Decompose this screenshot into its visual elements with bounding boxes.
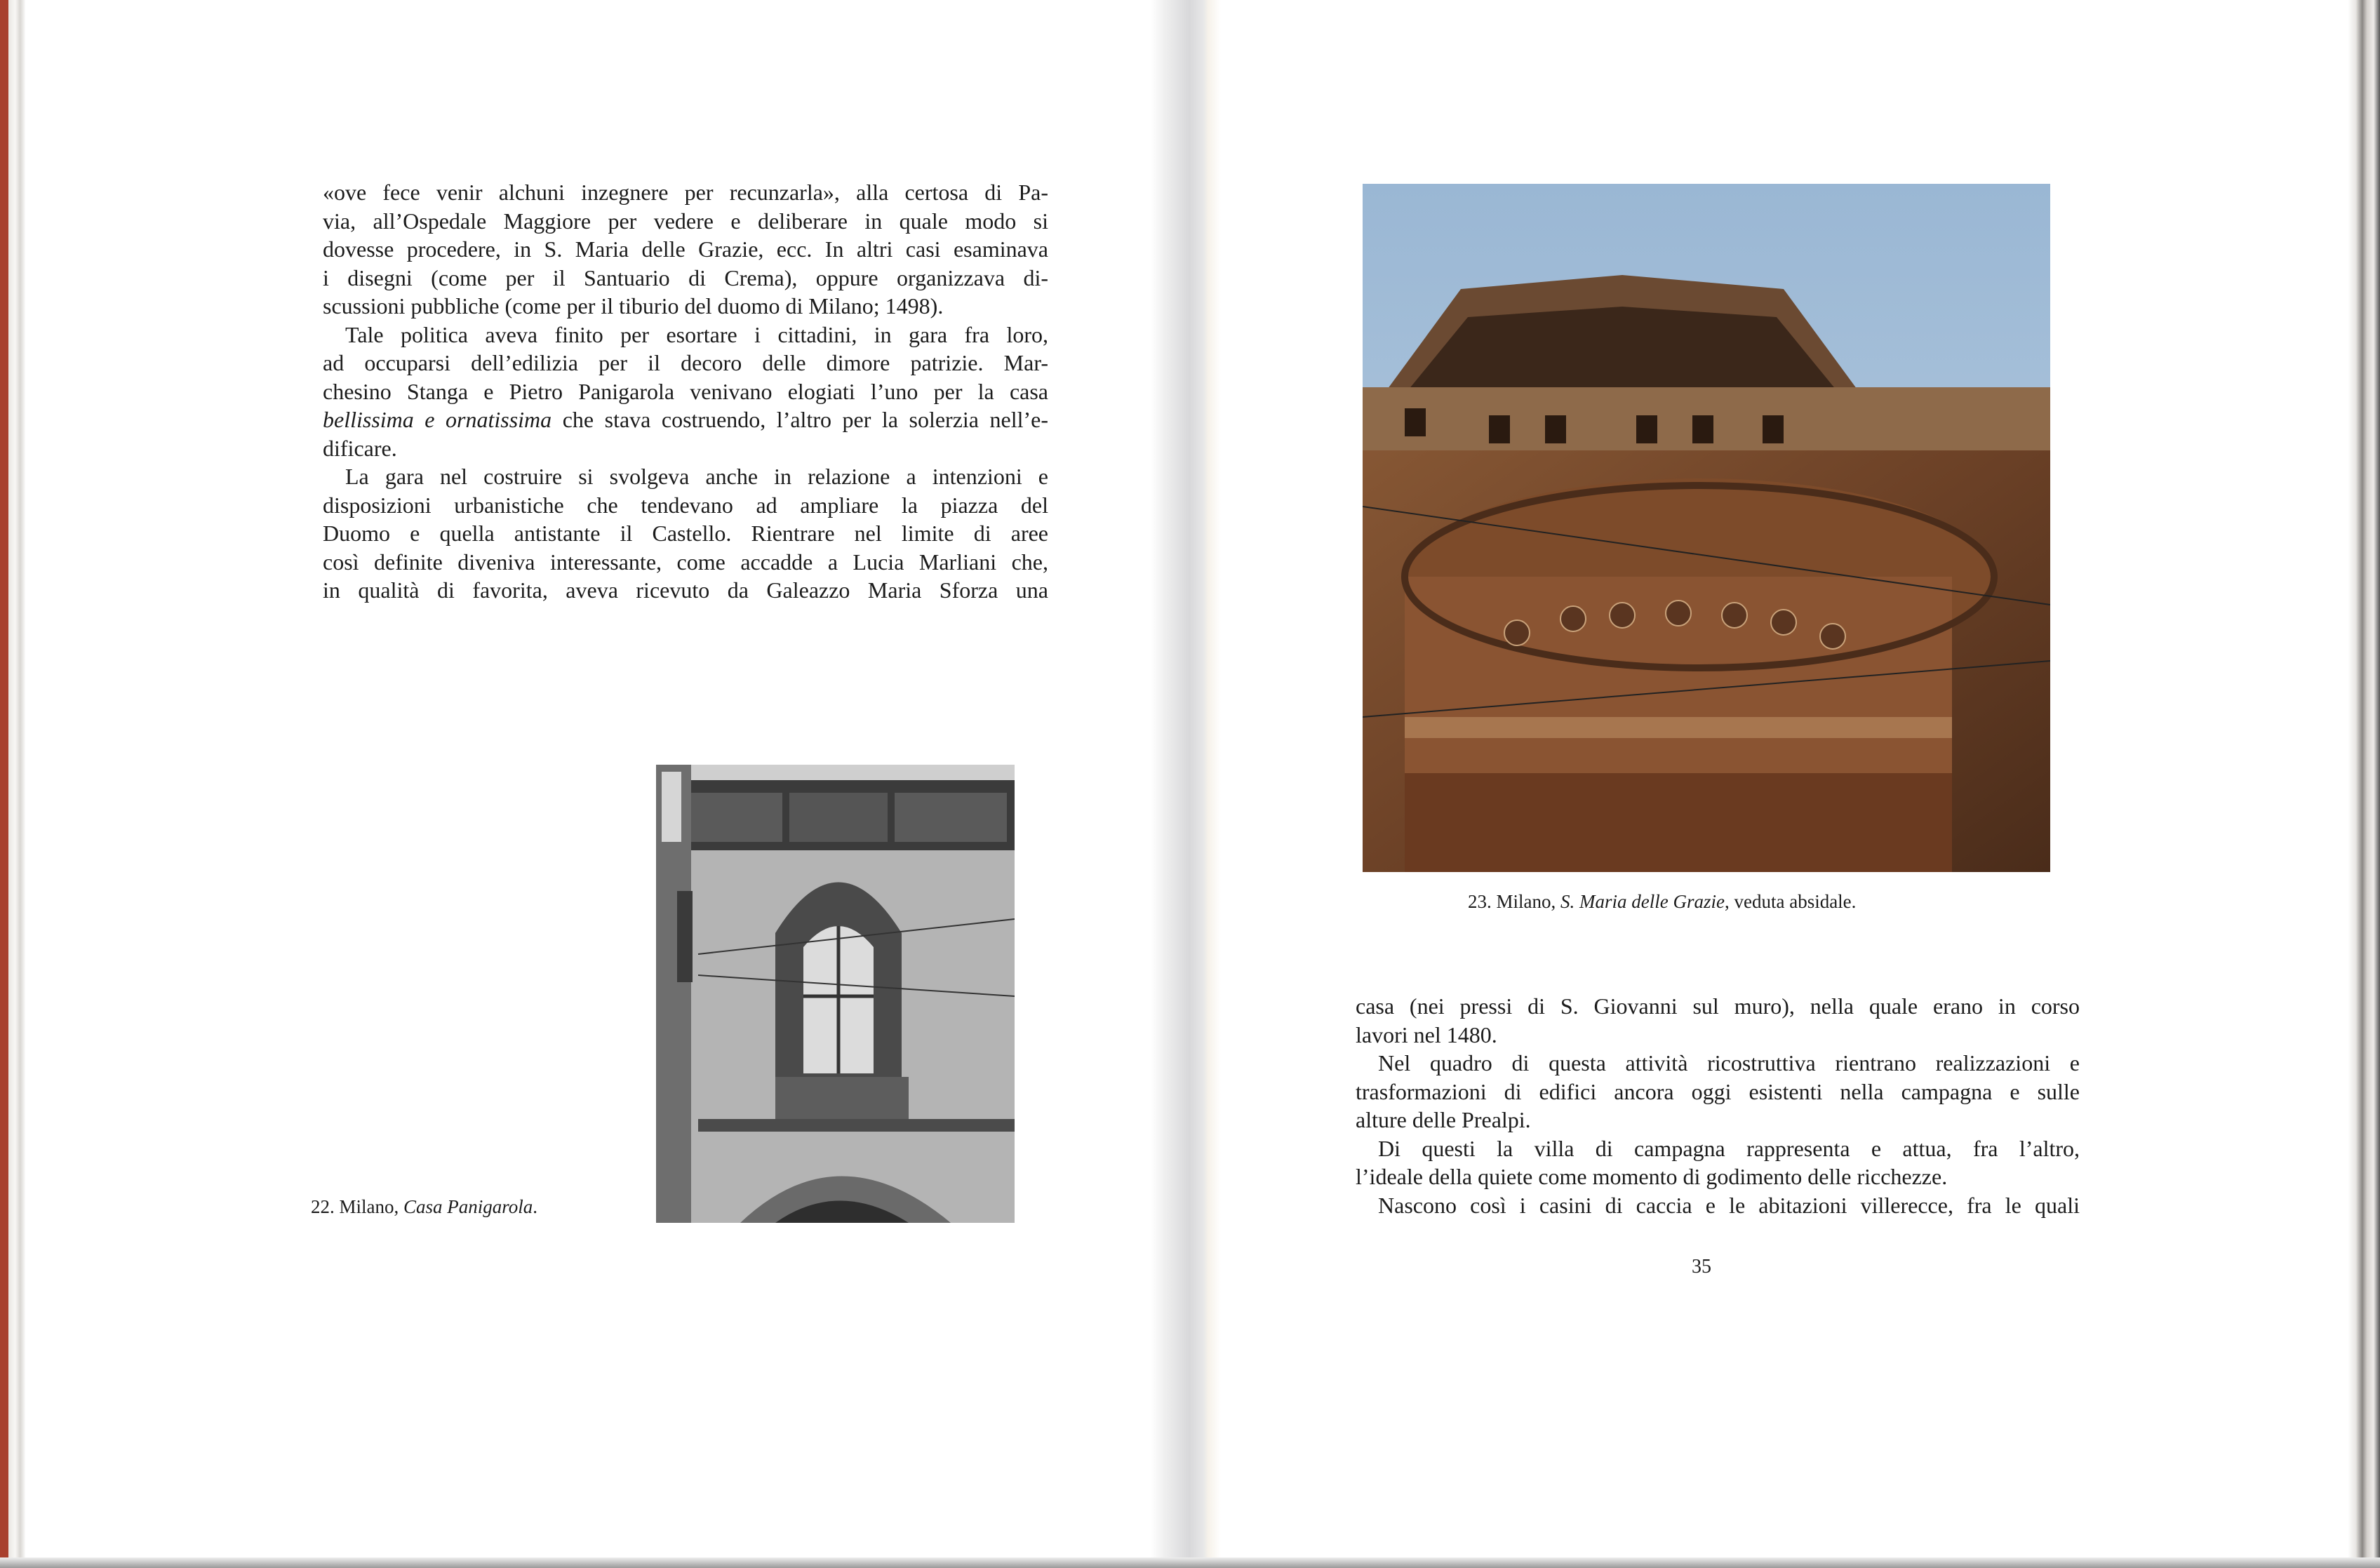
right-body-text	[1356, 992, 2080, 1219]
figure-number: 22.	[311, 1196, 335, 1217]
figure-place: Milano,	[1491, 891, 1560, 912]
page-stack-right	[2348, 0, 2380, 1568]
figure-suffix: , veduta absidale.	[1724, 891, 1857, 912]
paragraph-line	[323, 406, 1048, 434]
book-gutter	[1151, 0, 1221, 1568]
paragraph-line: trasformazioni di edifici ancora oggi esistenti nella campagna e sulle	[1356, 1078, 2080, 1104]
paragraph-line: Nascono così i casini di caccia e le abitazioni villerecce, fra le quali	[1378, 1192, 2080, 1218]
right-page	[1221, 0, 2348, 1568]
figure-suffix: .	[533, 1196, 538, 1217]
paragraph-line: in qualità di favorita, aveva ricevuto da Galeazzo Maria Sforza una	[323, 577, 1048, 603]
figure-22-caption	[311, 1196, 537, 1218]
paragraph-line: così definite diveniva interessante, come accadde a Lucia Marliani che,	[323, 549, 1048, 575]
book-cover-edge	[0, 0, 8, 1568]
paragraph-line: Duomo e quella antistante il Castello. Rientrare nel limite di aree	[323, 521, 1048, 546]
line-rest: che stava costruendo, l’altro per la solerzia nell’e-	[551, 407, 1049, 432]
paragraph-line: casa (nei pressi di S. Giovanni sul muro), nella quale erano in corso	[1356, 993, 2080, 1019]
paragraph-line: lavori nel 1480.	[1356, 1021, 1497, 1047]
figure-23-caption	[1468, 891, 1856, 913]
figure-place: Milano,	[334, 1196, 403, 1217]
santa-maria-delle-grazie-photo-icon	[1363, 184, 2050, 872]
paragraph-line: ad occuparsi dell’edilizia per il decoro delle dimore patrizie. Mar-	[323, 350, 1048, 375]
paragraph-line: dificare.	[323, 435, 397, 461]
paragraph-line: Tale politica aveva finito per esortare i cittadini, in gara fra loro,	[345, 321, 1048, 347]
paragraph-line: scussioni pubbliche (come per il tiburio del duomo di Milano; 1498).	[323, 293, 944, 319]
casa-panigarola-photo-icon	[656, 765, 1015, 1223]
figure-23-photo	[1363, 184, 2050, 872]
page-number: 35	[1692, 1256, 1711, 1278]
figure-title: S. Maria delle Grazie	[1560, 891, 1725, 912]
paragraph-line: Nel quadro di questa attività ricostruttiva rientrano realizzazioni e	[1378, 1050, 2080, 1076]
paragraph-line: Di questi la villa di campagna rappresenta e attua, fra l’altro,	[1378, 1135, 2080, 1161]
paragraph-line: via, all’Ospedale Maggiore per vedere e deliberare in quale modo si	[323, 208, 1048, 234]
figure-number: 23.	[1468, 891, 1492, 912]
left-body-text	[323, 178, 1048, 605]
paragraph-line: «ove fece venir alchuni inzegnere per recunzarla», alla certosa di Pa-	[323, 180, 1048, 205]
italic-phrase: bellissima e ornatissima	[323, 407, 552, 432]
paragraph-line: disposizioni urbanistiche che tendevano ad ampliare la piazza del	[323, 492, 1048, 518]
left-page	[25, 0, 1151, 1568]
paragraph-line: La gara nel costruire si svolgeva anche in relazione a intenzioni e	[345, 464, 1048, 489]
paragraph-line: alture delle Prealpi.	[1356, 1107, 1531, 1132]
page-stack-left	[8, 0, 25, 1568]
paragraph-line: l’ideale della quiete come momento di godimento delle ricchezze.	[1356, 1164, 1948, 1189]
figure-22-photo	[656, 765, 1015, 1223]
paragraph-line: chesino Stanga e Pietro Panigarola venivano elogiati l’uno per la casa	[323, 378, 1048, 404]
paragraph-line: i disegni (come per il Santuario di Crema), oppure organizzava di-	[323, 264, 1048, 290]
paragraph-line: dovesse procedere, in S. Maria delle Grazie, ecc. In altri casi esaminava	[323, 236, 1048, 262]
figure-title: Casa Panigarola	[403, 1196, 533, 1217]
